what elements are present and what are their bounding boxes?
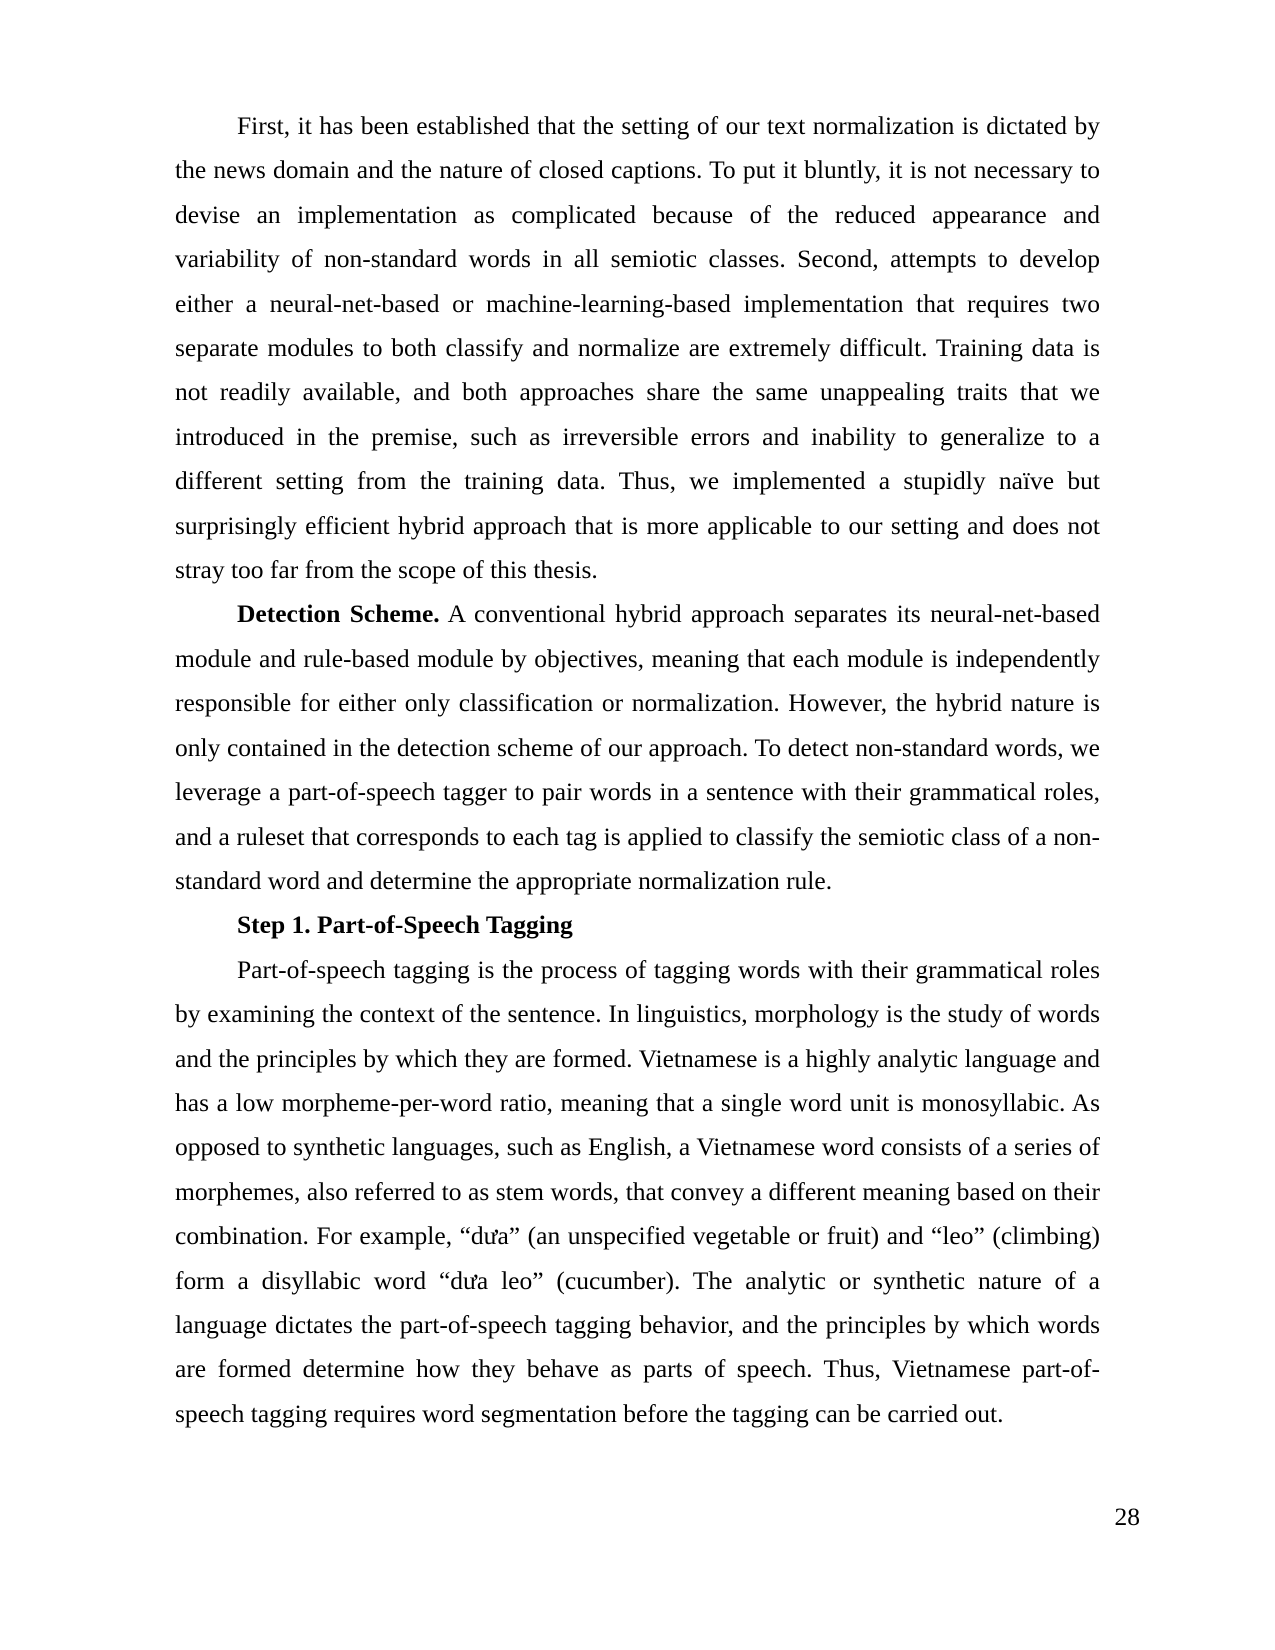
paragraph-first-established: First, it has been established that the setting of our text normalization is dictated by the news domain and the nature of closed captions. To put it bluntly, it is not necessary to devise an implementation as complicated because of the reduced appearance and variability of non-standard words in all semiotic classes. Second, attempts to develop either a neural-net-based or machine-learning-based implementation that requires two separate modules to both classify and normalize are extremely difficult. Training data is not readily available, and both approaches share the same unappealing traits that we introduced in the premise, such as irreversible errors and inability to generalize to a different setting from the training data. Thus, we implemented a stupidly naïve but surprisingly efficient hybrid approach that is more applicable to our setting and does not stray too far from the scope of this thesis. bbox=[175, 111, 1100, 585]
page-content bbox=[175, 104, 1100, 1436]
heading-step-1-part-of-speech-tagging: Step 1. Part-of-Speech Tagging bbox=[237, 910, 573, 940]
paragraph-pos-tagging: Part-of-speech tagging is the process of tagging words with their grammatical roles by examining the context of the sentence. In linguistics, morphology is the study of words and the principles by which they are formed. Vietnamese is a highly analytic language and has a low morpheme-per-word ratio, meaning that a single word unit is monosyllabic. As opposed to synthetic languages, such as English, a Vietnamese word consists of a series of morphemes, also referred to as stem words, that convey a different meaning based on their combination. For example, “dưa” (an unspecified vegetable or fruit) and “leo” (climbing) form a disyllabic word “dưa leo” (cucumber). The analytic or synthetic nature of a language dictates the part-of-speech tagging behavior, and the principles by which words are formed determine how they behave as parts of speech. Thus, Vietnamese part-of-speech tagging requires word segmentation before the tagging can be carried out. bbox=[175, 954, 1100, 1428]
paragraph-detection-scheme-body: A conventional hybrid approach separates its neural-net-based module and rule-based module by objectives, meaning that each module is independently responsible for either only classification or normalization. However, the hybrid nature is only contained in the detection scheme of our approach. To detect non-standard words, we leverage a part-of-speech tagger to pair words in a sentence with their grammatical roles, and a ruleset that corresponds to each tag is applied to classify the semiotic class of a non-standard word and determine the appropriate normalization rule. bbox=[175, 599, 1100, 895]
paragraph-detection-scheme bbox=[175, 592, 1100, 903]
runin-heading-detection-scheme: Detection Scheme. bbox=[237, 599, 440, 629]
page-number: 28 bbox=[1114, 1502, 1140, 1531]
